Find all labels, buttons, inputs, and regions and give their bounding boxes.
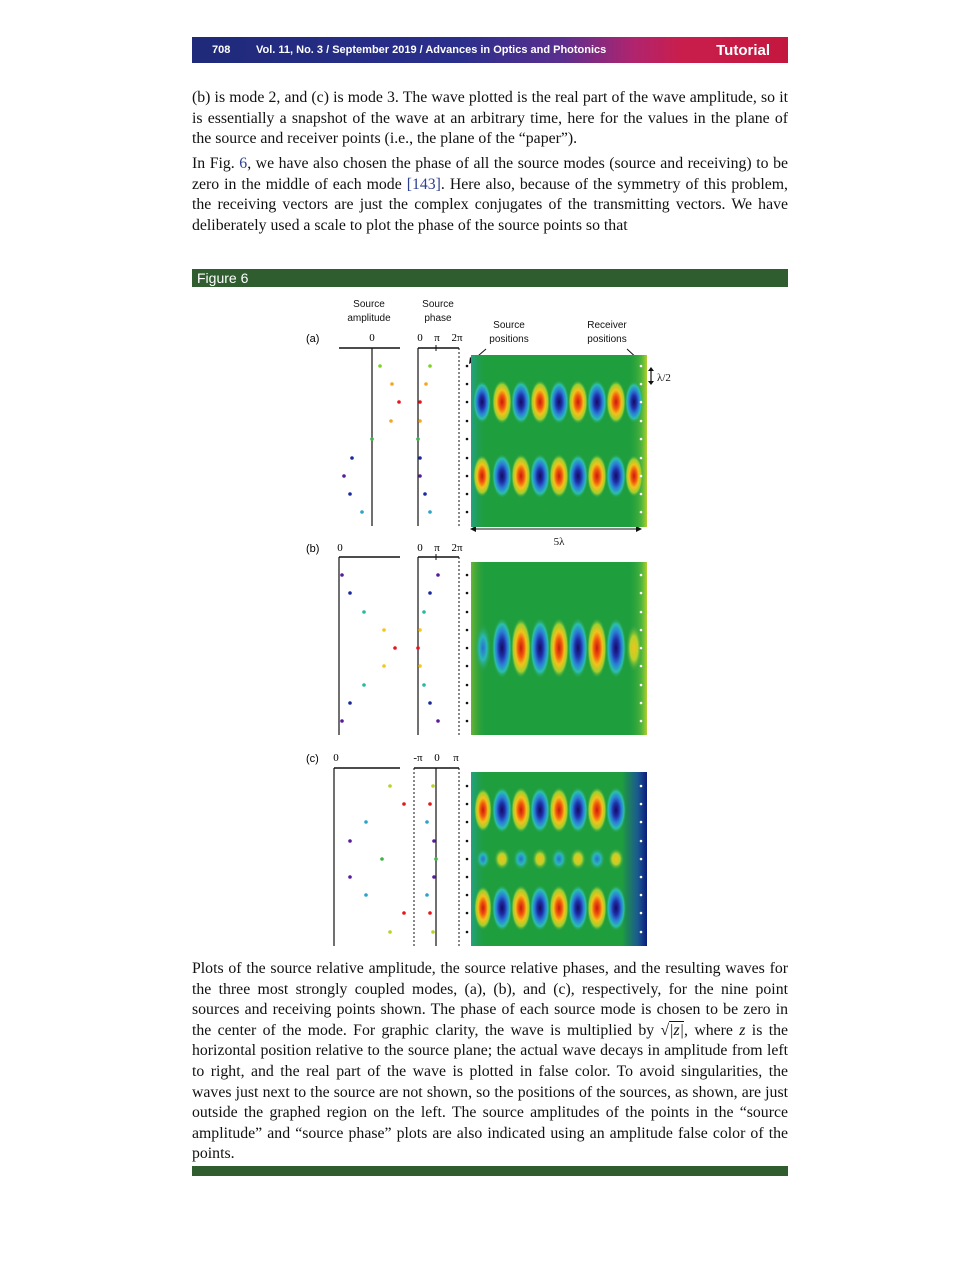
- amp-dot: [348, 839, 352, 843]
- amp-dot: [402, 911, 406, 915]
- amp-dot: [348, 701, 352, 705]
- amp-dot: [378, 364, 382, 368]
- col-label-source-phase-1: Source: [422, 299, 454, 310]
- col-label-source-amplitude-2: amplitude: [347, 313, 391, 324]
- panel-c-amp-zero: 0: [333, 752, 339, 764]
- phase-dot: [422, 610, 426, 614]
- phase-dot: [416, 437, 420, 441]
- amp-dot: [364, 820, 368, 824]
- phase-dot: [424, 382, 428, 386]
- amp-dot: [362, 610, 366, 614]
- panel-c-phase-tick-3: π: [453, 752, 459, 764]
- phase-dot: [425, 820, 429, 824]
- para1-text: (b) is mode 2, and (c) is mode 3. The wave plotted is the real part of the wave amplitude, so it is essentially a snapshot of the wave at an arbitrary time, here for the values in the plane of the source and receiver points (i.e., the plane of the “paper”).: [192, 89, 788, 148]
- amp-dot: [402, 802, 406, 806]
- half-wavelength-marker: [648, 367, 671, 385]
- label-source-positions-1: Source: [493, 320, 525, 331]
- phase-dot: [428, 364, 432, 368]
- panel-b-amplitude-dots: [340, 573, 397, 723]
- amp-dot: [362, 683, 366, 687]
- width-label: 5λ: [553, 536, 565, 548]
- panel-a-phase-tick-2: π: [434, 332, 440, 344]
- phase-dot: [428, 510, 432, 514]
- phase-dot: [428, 591, 432, 595]
- phase-dot: [416, 646, 420, 650]
- amp-dot: [348, 492, 352, 496]
- amp-dot: [342, 474, 346, 478]
- figure-bottom-bar: [192, 1166, 788, 1176]
- phase-dot: [436, 719, 440, 723]
- phase-dot: [432, 875, 436, 879]
- label-receiver-positions-2: positions: [587, 334, 627, 345]
- amp-dot: [348, 875, 352, 879]
- para2-text-mid: , we have also chosen the phase of all the source modes (source and receiving) to be zero in the middle of each mode: [192, 155, 788, 193]
- panel-c-amplitude-dots: [348, 784, 406, 934]
- phase-dot: [418, 419, 422, 423]
- panel-b-phase-tick-3: 2π: [451, 542, 463, 554]
- figure-label: Figure 6: [197, 270, 249, 286]
- amp-dot: [388, 784, 392, 788]
- phase-dot: [434, 857, 438, 861]
- panel-c-phase-tick-1: -π: [413, 752, 423, 764]
- phase-dot: [428, 701, 432, 705]
- panel-c: [306, 752, 647, 946]
- amp-dot: [360, 510, 364, 514]
- amp-dot: [389, 419, 393, 423]
- amp-dot: [382, 628, 386, 632]
- caption-text-3: is the horizontal position relative to the source plane; the actual wave decays in amplitude from left to right, and the real part of the wave is plotted in false color. To avoid singularities, the waves just next to the source are not shown, so the positions of the sources, as shown, are just outside the graphed region on the left. The source amplitudes of the points in the “source amplitude” and “source phase” plots are also indicated using an amplitude false color of the points.: [192, 1021, 789, 1163]
- panel-b-amp-zero: 0: [337, 542, 343, 554]
- col-label-source-amplitude-1: Source: [353, 299, 385, 310]
- half-wavelength-label: λ/2: [657, 372, 671, 384]
- sqrt-expression: √|z|: [660, 1021, 685, 1039]
- amp-dot: [397, 400, 401, 404]
- phase-dot: [428, 911, 432, 915]
- phase-dot: [425, 893, 429, 897]
- phase-dot: [431, 784, 435, 788]
- caption-text-1: Plots of the source relative amplitude, the source relative phases, and the resulting waves for the three most strongly coupled modes, (a), (b), and (c), respectively, for the nine point sources and receiving points shown. The phase of each source mode is chosen to be zero in the center of the mode. For graphic clarity, the wave is multiplied by: [192, 960, 788, 1039]
- panel-b-phase-dots: [416, 573, 440, 723]
- label-receiver-positions-1: Receiver: [587, 320, 627, 331]
- amp-dot: [380, 857, 384, 861]
- panel-c-wave-map: [471, 772, 647, 946]
- page-number: 708: [212, 44, 231, 56]
- journal-citation: Vol. 11, No. 3 / September 2019 / Advances in Optics and Photonics: [256, 44, 607, 56]
- phase-dot: [436, 573, 440, 577]
- panel-a-phase-tick-1: 0: [417, 332, 423, 344]
- panel-a-phase-tick-3: 2π: [451, 332, 463, 344]
- figure-link[interactable]: 6: [239, 155, 248, 172]
- amp-dot: [388, 930, 392, 934]
- amp-dot: [340, 719, 344, 723]
- amp-dot: [340, 573, 344, 577]
- amp-dot: [364, 893, 368, 897]
- figure-caption: [192, 959, 788, 1165]
- panel-a-tag: (a): [306, 333, 320, 345]
- amp-dot: [348, 591, 352, 595]
- caption-z-variable: z: [739, 1021, 746, 1039]
- panel-c-tag: (c): [306, 753, 319, 765]
- panel-c-source-points: [466, 785, 469, 934]
- panel-b-phase-tick-2: π: [434, 542, 440, 554]
- para2-text-start: In Fig.: [192, 155, 240, 172]
- amp-dot: [370, 437, 374, 441]
- phase-dot: [431, 930, 435, 934]
- phase-dot: [428, 802, 432, 806]
- phase-dot: [422, 683, 426, 687]
- panel-c-phase-tick-2: 0: [434, 752, 440, 764]
- section-tag: Tutorial: [716, 42, 770, 59]
- panel-b: [306, 542, 647, 735]
- width-marker: [470, 526, 642, 548]
- amp-dot: [390, 382, 394, 386]
- amp-dot: [350, 456, 354, 460]
- panel-a: [306, 332, 647, 527]
- sqrt-argument: |z|: [669, 1021, 685, 1039]
- amp-dot: [382, 664, 386, 668]
- panel-b-phase-tick-1: 0: [417, 542, 423, 554]
- col-label-source-phase-2: phase: [424, 313, 452, 324]
- panel-a-wave-map: [471, 355, 647, 527]
- phase-dot: [418, 628, 422, 632]
- panel-b-tag: (b): [306, 543, 320, 555]
- phase-dot: [418, 664, 422, 668]
- phase-dot: [418, 456, 422, 460]
- phase-dot: [418, 400, 422, 404]
- phase-dot: [432, 839, 436, 843]
- panel-b-source-points: [466, 574, 469, 723]
- panel-b-wave-map: [471, 562, 647, 735]
- para2-text-end: . Here also, because of the symmetry of this problem, the receiving vectors are just the complex conjugates of the transmitting vectors. We have deliberately used a scale to plot the phase of the source points so that: [192, 175, 788, 234]
- phase-dot: [418, 474, 422, 478]
- panel-a-source-points: [466, 365, 469, 514]
- amp-dot: [393, 646, 397, 650]
- panel-a-amp-zero: 0: [369, 332, 375, 344]
- caption-text-2: , where: [684, 1021, 740, 1039]
- reference-link[interactable]: [143]: [406, 175, 441, 193]
- phase-dot: [423, 492, 427, 496]
- label-source-positions-2: positions: [489, 334, 529, 345]
